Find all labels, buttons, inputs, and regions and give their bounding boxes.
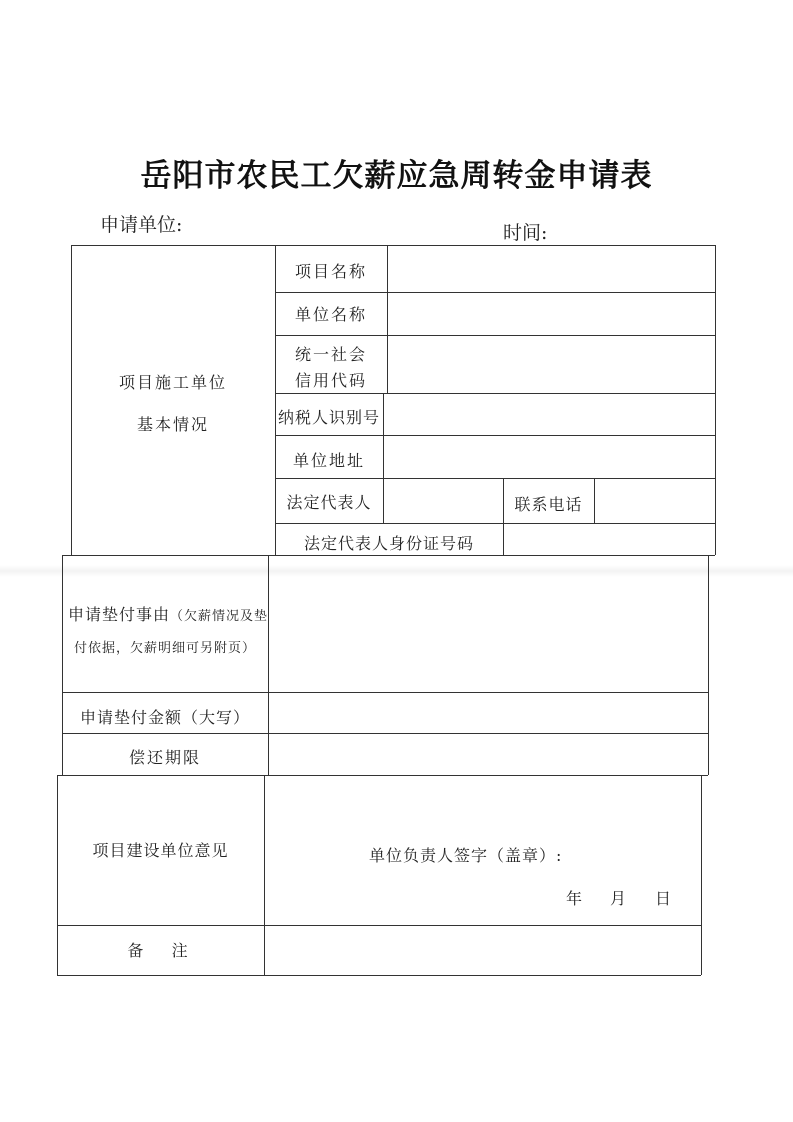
form-title: 岳阳市农民工欠薪应急周转金申请表 xyxy=(140,158,653,194)
table-left-border-middle xyxy=(62,555,63,775)
reason-label-text: 申请垫付事由 xyxy=(68,605,171,624)
date-year-label: 年 xyxy=(566,889,585,908)
amount-label: 申请垫付金额（大写） xyxy=(79,708,250,727)
reason-label-note2: 付依据，欠薪明细可另附页） xyxy=(74,641,257,656)
table-bottom-border xyxy=(57,975,701,976)
table-left-border-upper xyxy=(71,245,72,555)
repay-period-label: 偿还期限 xyxy=(128,748,201,767)
field-label-legal-rep: 法定代表人 xyxy=(286,493,372,512)
field-label-unit-address: 单位地址 xyxy=(292,451,365,470)
time-label: 时间: xyxy=(503,222,548,244)
opinion-label: 项目建设单位意见 xyxy=(92,841,229,860)
reason-label-main xyxy=(68,602,268,625)
field-label-unit-name: 单位名称 xyxy=(294,305,367,324)
field-label-credit-code-line2: 信用代码 xyxy=(294,371,367,390)
date-month-label: 月 xyxy=(610,889,629,908)
reason-label-note1: （欠薪情况及垫 xyxy=(170,609,269,624)
field-label-project-name: 项目名称 xyxy=(294,262,367,281)
basic-section-label-line1: 项目施工单位 xyxy=(118,373,227,392)
taxpayer-id-field[interactable] xyxy=(385,395,714,434)
credit-code-field[interactable] xyxy=(389,337,714,392)
table-right-border-middle xyxy=(708,555,709,775)
remarks-field[interactable] xyxy=(266,927,700,974)
field-label-legal-rep-id: 法定代表人身份证号码 xyxy=(303,534,474,553)
remarks-label: 备 注 xyxy=(127,941,194,960)
project-name-field[interactable] xyxy=(389,247,714,291)
legal-rep-field[interactable] xyxy=(385,480,502,522)
field-label-taxpayer-id: 纳税人识别号 xyxy=(277,408,380,427)
field-label-credit-code-line1: 统一社会 xyxy=(294,345,367,364)
applicant-unit-label: 申请单位: xyxy=(100,214,183,236)
field-label-contact-phone: 联系电话 xyxy=(514,495,583,514)
opinion-field[interactable] xyxy=(266,777,700,924)
amount-field[interactable] xyxy=(270,694,707,732)
unit-address-field[interactable] xyxy=(385,437,714,477)
legal-rep-id-field[interactable] xyxy=(505,525,714,554)
basic-section-label-line2: 基本情况 xyxy=(136,415,209,434)
unit-name-field[interactable] xyxy=(389,294,714,334)
responsible-person-sign-label: 单位负责人签字（盖章）: xyxy=(369,846,563,865)
contact-phone-field[interactable] xyxy=(596,480,714,522)
repay-period-field[interactable] xyxy=(270,735,707,774)
table-right-border-lower xyxy=(701,775,702,975)
table-right-border-upper xyxy=(715,245,716,555)
reason-field[interactable] xyxy=(270,557,707,691)
date-day-label: 日 xyxy=(655,889,674,908)
